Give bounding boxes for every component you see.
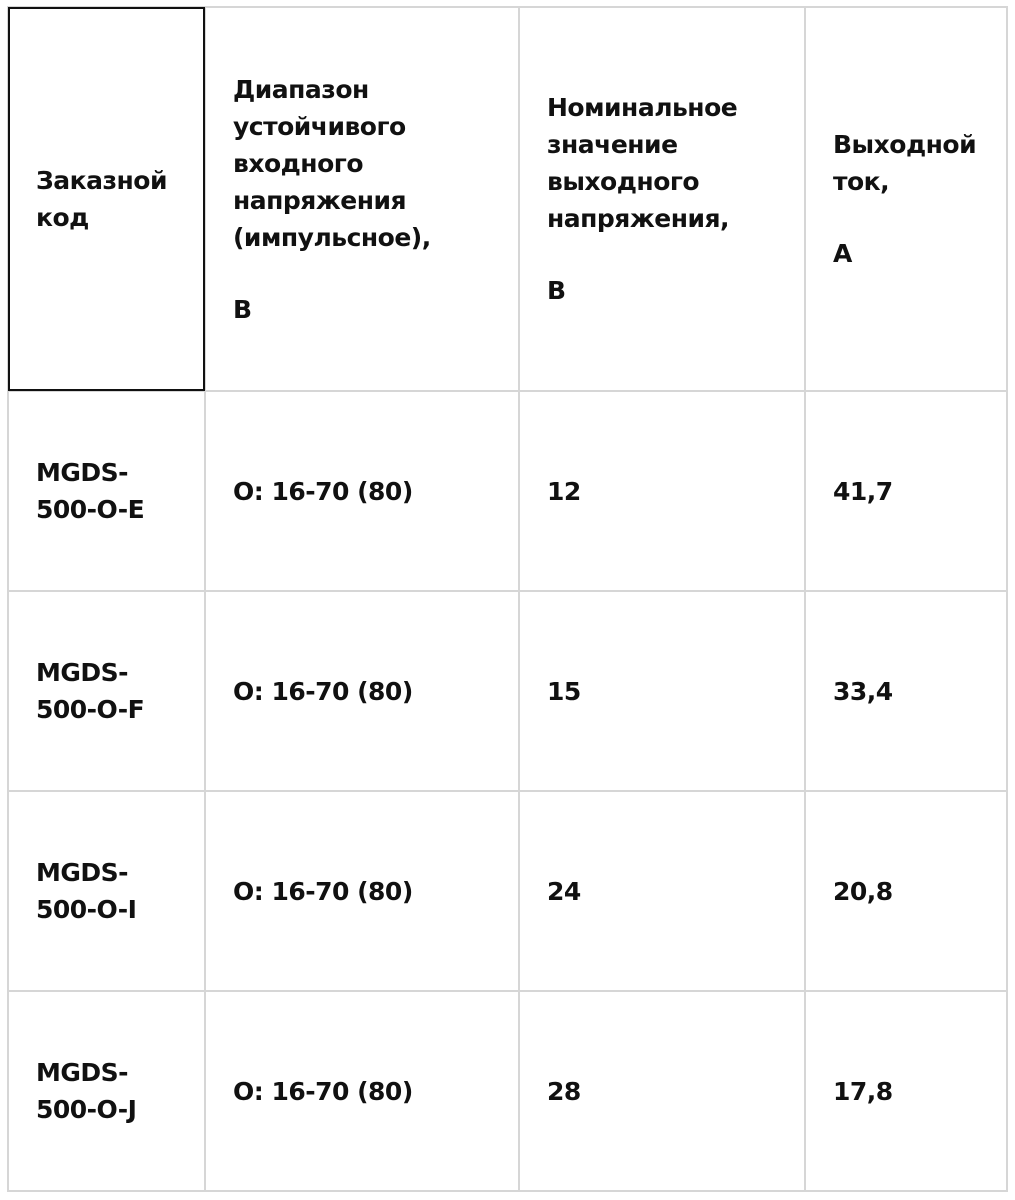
cell-order-code[interactable] (8, 391, 205, 591)
table-row (8, 791, 1007, 991)
cell-output-voltage[interactable]: 15 (519, 591, 805, 791)
header-text: ток, (833, 167, 890, 196)
header-text: значение (547, 130, 678, 159)
cell-order-code[interactable] (8, 591, 205, 791)
table-row (8, 591, 1007, 791)
header-unit: В (547, 276, 566, 305)
cell-input-range[interactable]: O: 16-70 (80) (205, 591, 519, 791)
spec-table (7, 6, 1008, 1192)
header-text: Заказной (36, 166, 167, 195)
cell-output-current[interactable]: 33,4 (805, 591, 1007, 791)
header-unit: А (833, 239, 852, 268)
spacer (547, 237, 804, 272)
header-output-voltage[interactable] (519, 7, 805, 391)
cell-output-current[interactable]: 20,8 (805, 791, 1007, 991)
table-row (8, 991, 1007, 1191)
code-text: MGDS- (36, 1058, 129, 1087)
table-row (8, 391, 1007, 591)
header-text: Диапазон (233, 74, 369, 104)
header-text: напряжения (233, 185, 407, 215)
header-text: Номинальное (547, 93, 738, 122)
code-text: 500-O-F (36, 695, 145, 724)
cell-input-range[interactable]: O: 16-70 (80) (205, 991, 519, 1191)
code-text: 500-O-E (36, 495, 145, 524)
header-unit: В (233, 294, 252, 324)
code-text: 500-O-I (36, 895, 137, 924)
header-text: (импульсное), (233, 222, 431, 252)
header-text: Выходной (833, 130, 977, 159)
header-order-code[interactable] (8, 7, 205, 391)
code-text: MGDS- (36, 458, 129, 487)
table-header-row (8, 7, 1007, 391)
spacer (833, 200, 1006, 235)
cell-order-code[interactable] (8, 991, 205, 1191)
header-text: напряжения, (547, 204, 730, 233)
header-text: выходного (547, 167, 700, 196)
header-output-current[interactable] (805, 7, 1007, 391)
cell-output-voltage[interactable]: 12 (519, 391, 805, 591)
cell-output-current[interactable]: 17,8 (805, 991, 1007, 1191)
cell-order-code[interactable] (8, 791, 205, 991)
header-text: код (36, 203, 89, 232)
header-input-range[interactable] (205, 7, 519, 391)
cell-input-range[interactable]: O: 16-70 (80) (205, 791, 519, 991)
header-text: устойчивого (233, 111, 406, 141)
code-text: MGDS- (36, 858, 129, 887)
cell-output-voltage[interactable]: 24 (519, 791, 805, 991)
cell-output-current[interactable]: 41,7 (805, 391, 1007, 591)
spacer (233, 256, 518, 291)
code-text: 500-O-J (36, 1095, 137, 1124)
header-text: входного (233, 148, 363, 178)
code-text: MGDS- (36, 658, 129, 687)
cell-input-range[interactable]: O: 16-70 (80) (205, 391, 519, 591)
cell-output-voltage[interactable]: 28 (519, 991, 805, 1191)
